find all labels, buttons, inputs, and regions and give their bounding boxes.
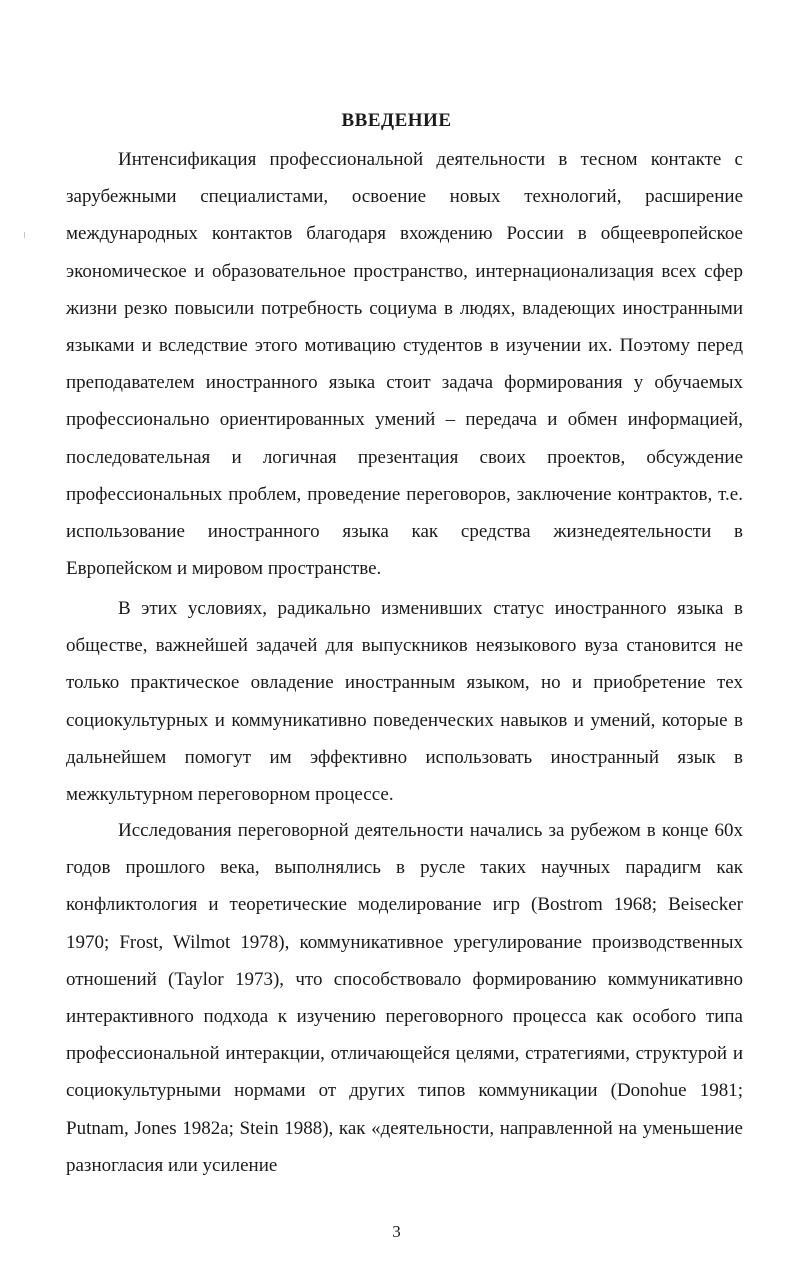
paragraph-conditions: В этих условиях, радикально изменивших статус иностранного языка в обществе, важнейшей задачей для выпускников неязыкового вуза становится не только практическое овладение иностранным языком, но и приобретение тех социокультурных и коммуникативно поведенческих навыков и умений, которые в дальнейшем помогут им эффективно использовать иностранный язык в межкультурном переговорном процессе. <box>66 598 743 806</box>
page-title: ВВЕДЕНИЕ <box>341 110 452 131</box>
page-number: 3 <box>392 1222 401 1241</box>
paragraph-intro: Интенсификация профессиональной деятельности в тесном контакте с зарубежными специалистами, освоение новых технологий, расширение международных контактов благодаря вхождению России в общеевропейское экономическое и образовательное пространство, интернационализация всех сфер жизни резко повысили потребность социума в людях, владеющих иностранными языками и вследствие этого мотивацию студентов в изучении их. Поэтому перед преподавателем иностранного языка стоит задача формирования у обучаемых профессионально ориентированных умений – передача и обмен информацией, последовательная и логичная презентация своих проектов, обсуждение профессиональных проблем, проведение переговоров, заключение контрактов, т.е. использование иностранного языка как средства жизнедеятельности в Европейском и мировом пространстве. <box>66 149 743 580</box>
margin-mark <box>24 232 25 238</box>
paragraph-research: Исследования переговорной деятельности начались за рубежом в конце 60х годов прошлого века, выполнялись в русле таких научных парадигм как конфликтология и теоретические моделирование игр (Bostrom 1968; Beisecker 1970; Frost, Wilmot 1978), коммуникативное урегулирование производственных отношений (Taylor 1973), что способствовало формированию коммуникативно интерактивного подхода к изучению переговорного процесса как особого типа профессиональной интеракции, отличающейся целями, стратегиями, структурой и социокультурными нормами от других типов коммуникации (Donohue 1981; Putnam, Jones 1982a; Stein 1988), как «деятельности, направленной на уменьшение разногласия или усиление <box>66 820 743 1176</box>
